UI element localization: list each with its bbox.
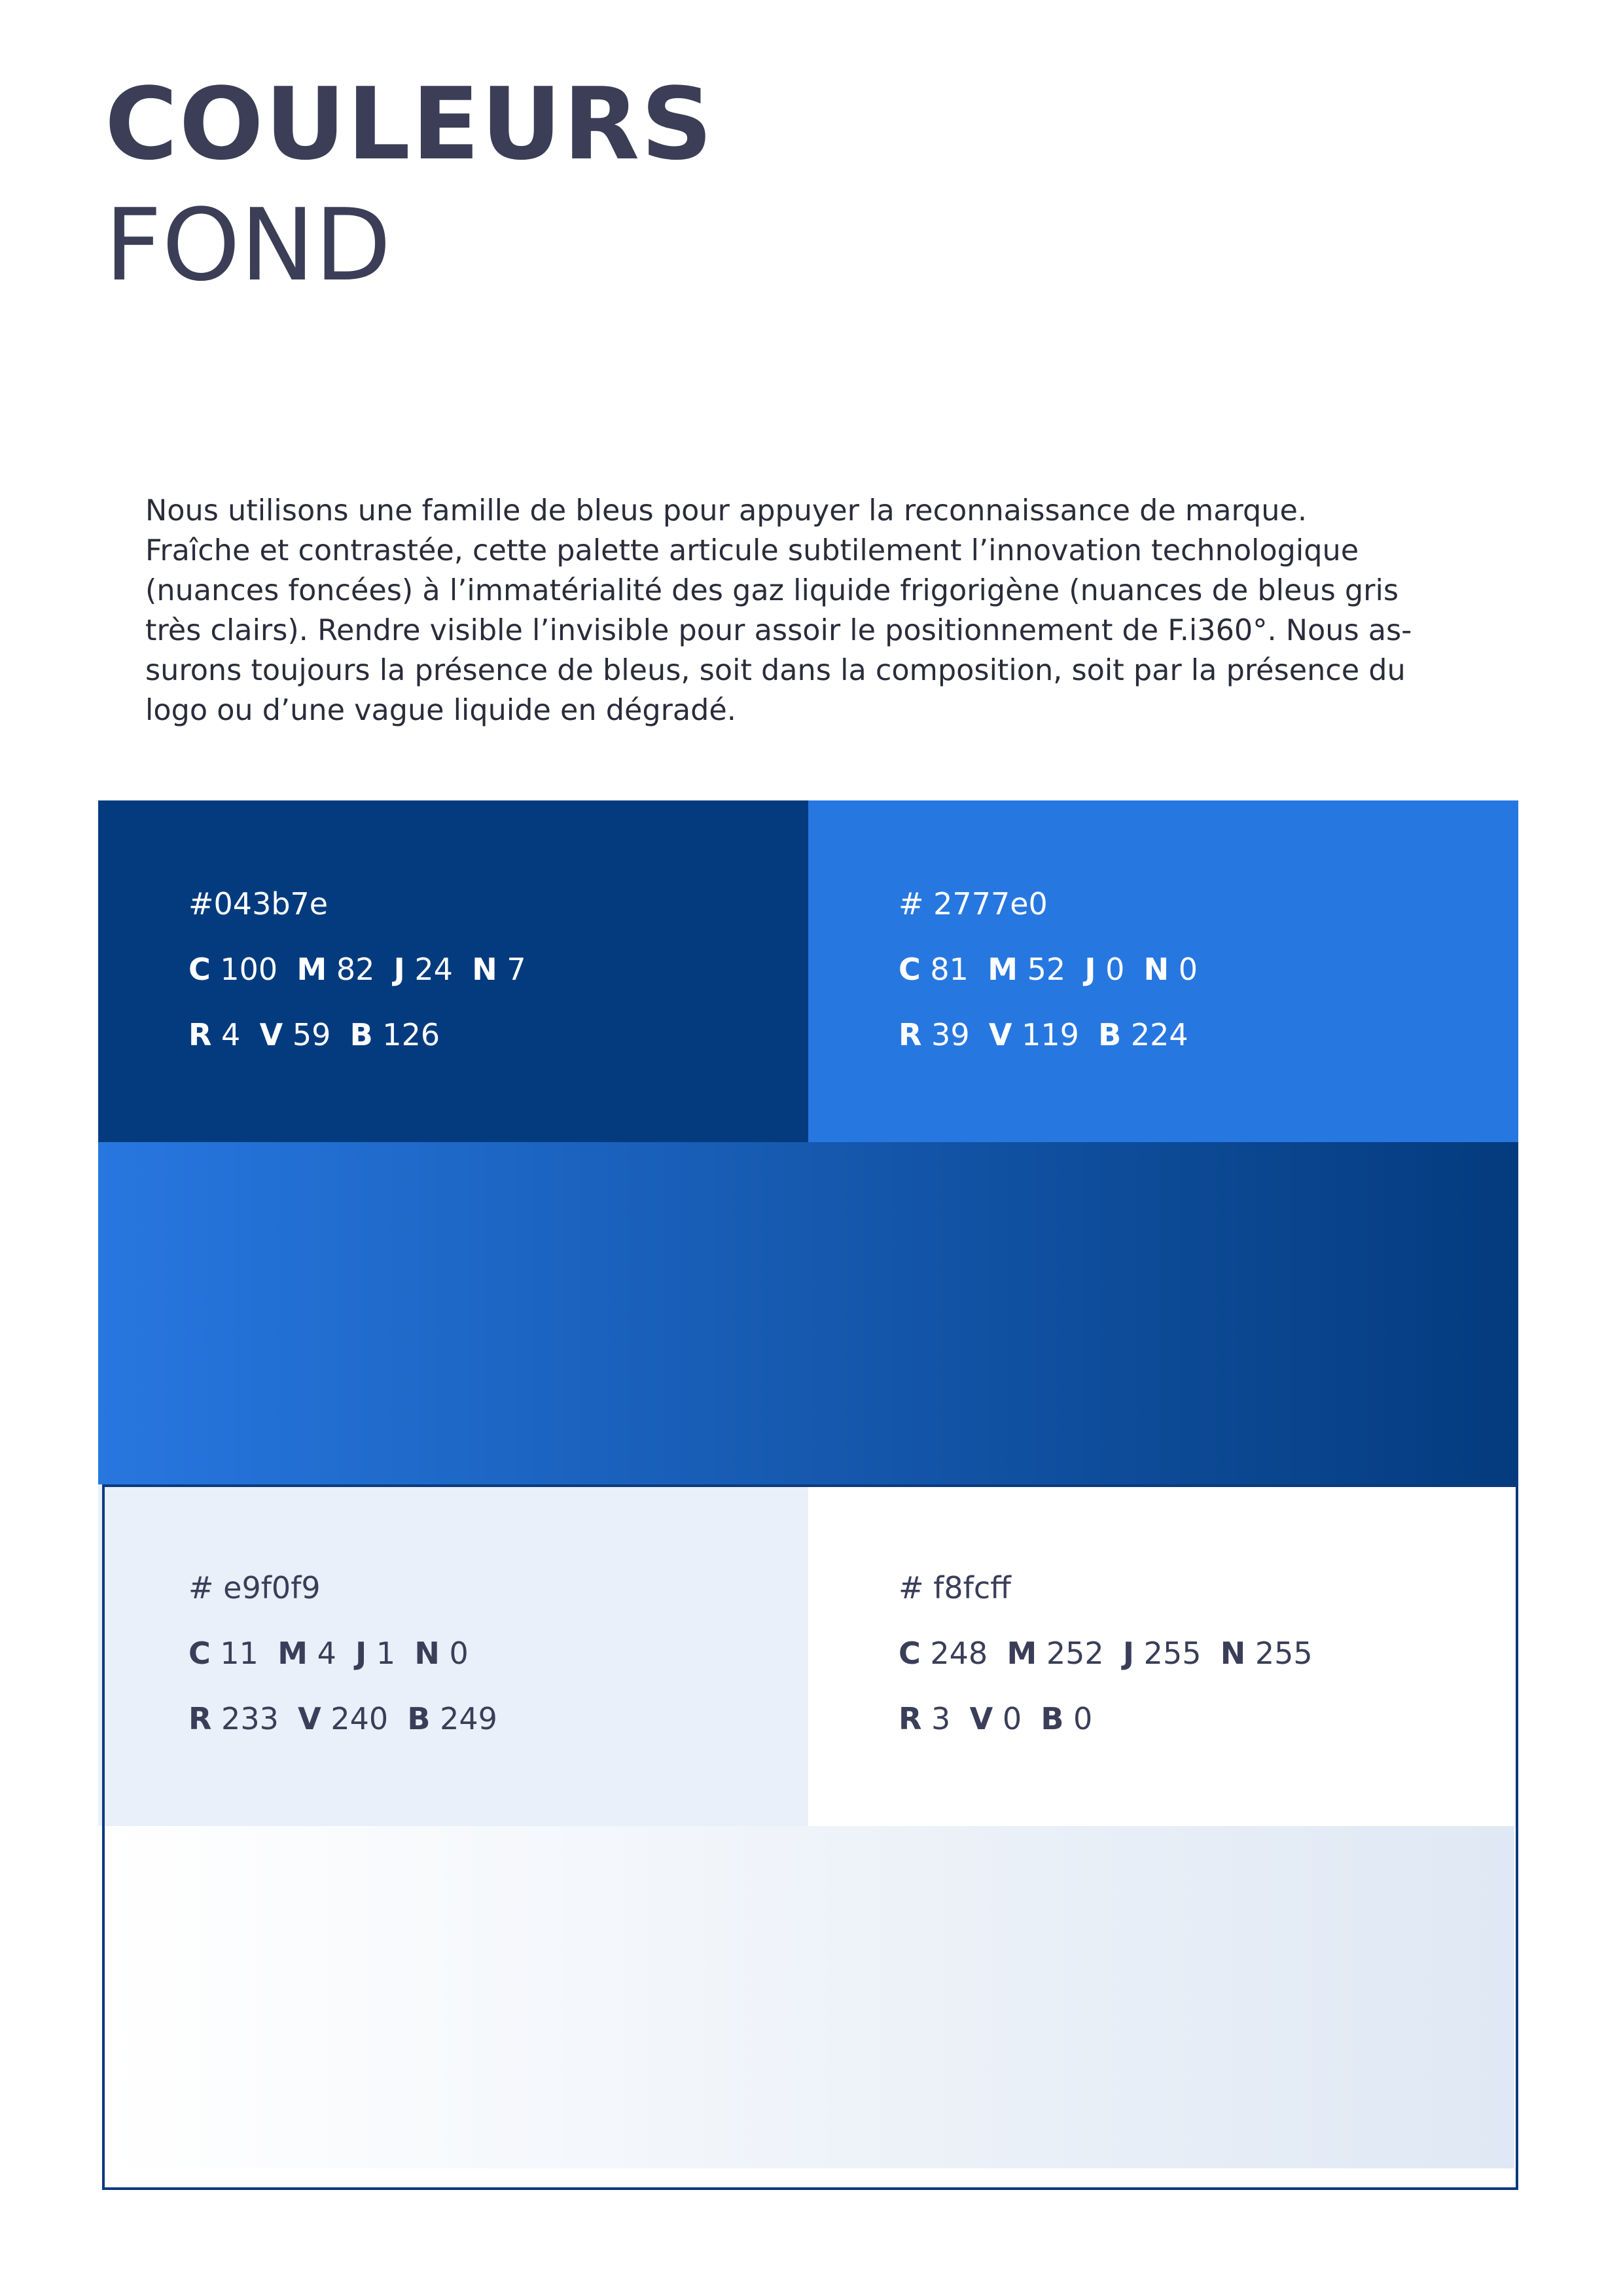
swatch-rvb: R 233 V 240 B 249 bbox=[188, 1701, 497, 1736]
intro-line: logo ou d’une vague liquide en dégradé. bbox=[145, 694, 736, 727]
gradient-light-blue bbox=[103, 1826, 1514, 2168]
color-swatch-light-blue bbox=[98, 1484, 808, 1826]
intro-line: Fraîche et contrastée, cette palette articule subtilement l’innovation technologique bbox=[145, 534, 1359, 567]
swatch-cmjn: C 100 M 82 J 24 N 7 bbox=[188, 952, 526, 987]
swatch-hex: # f8fcff bbox=[899, 1570, 1011, 1605]
page-title: COULEURS bbox=[105, 66, 714, 182]
swatch-hex: #043b7e bbox=[188, 886, 329, 922]
swatch-rvb: R 39 V 119 B 224 bbox=[899, 1017, 1188, 1052]
color-swatch-dark-blue bbox=[98, 800, 808, 1142]
intro-line: très clairs). Rendre visible l’invisible pour assoir le positionnement de F.i360°. Nous as- bbox=[145, 614, 1412, 647]
page-subtitle: FOND bbox=[105, 187, 391, 303]
swatch-cmjn: C 11 M 4 J 1 N 0 bbox=[188, 1636, 469, 1671]
swatch-hex: # 2777e0 bbox=[899, 886, 1048, 922]
intro-line: Nous utilisons une famille de bleus pour appuyer la reconnaissance de marque. bbox=[145, 494, 1308, 528]
swatch-cmjn: C 81 M 52 J 0 N 0 bbox=[899, 952, 1198, 987]
intro-line: (nuances foncées) à l’immatérialité des gaz liquide frigorigène (nuances de bleus gris bbox=[145, 574, 1399, 607]
intro-line: surons toujours la présence de bleus, soit dans la composition, soit par la présence du bbox=[145, 654, 1406, 687]
swatch-hex: # e9f0f9 bbox=[188, 1570, 321, 1605]
gradient-dark-blue bbox=[98, 1142, 1518, 1484]
swatch-cmjn: C 248 M 252 J 255 N 255 bbox=[899, 1636, 1313, 1671]
color-swatch-bright-blue bbox=[808, 800, 1518, 1142]
swatch-rvb: R 3 V 0 B 0 bbox=[899, 1701, 1093, 1736]
swatch-rvb: R 4 V 59 B 126 bbox=[188, 1017, 440, 1052]
color-swatch-white bbox=[808, 1484, 1518, 1826]
intro-paragraph bbox=[145, 491, 1493, 730]
